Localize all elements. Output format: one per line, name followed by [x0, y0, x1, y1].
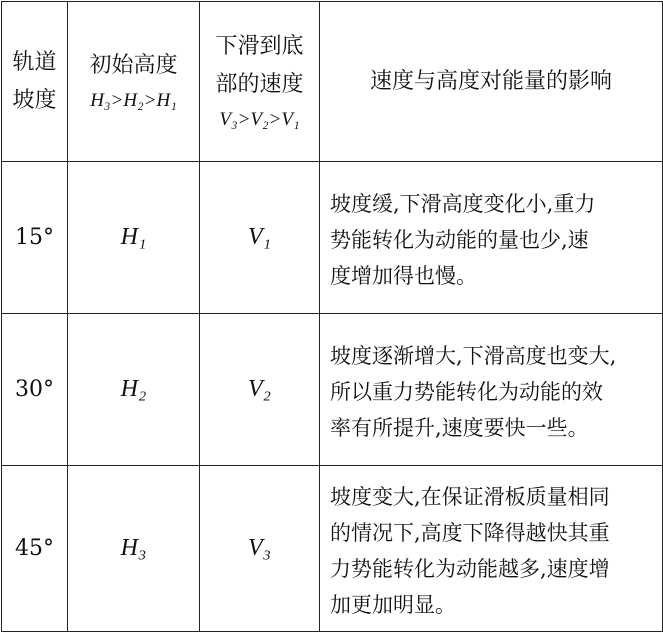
angle-cell: 15°: [2, 162, 68, 314]
table-row: [2, 162, 663, 314]
height-cell: H₃: [68, 466, 200, 632]
energy-table: [1, 1, 663, 632]
table-header-row: [2, 2, 663, 162]
header-bottom-speed: 下滑到底 部的速度 V₃>V₂>V₁: [200, 2, 320, 162]
effect-cell: 坡度变大,在保证滑板质量相同 的情况下,高度下降得越快其重 力势能转化为动能越多,速度增 加更加明显。: [320, 466, 663, 632]
speed-cell: V₂: [200, 314, 320, 466]
header-energy-effect: 速度与高度对能量的影响: [320, 2, 663, 162]
effect-cell: 坡度逐渐增大,下滑高度也变大, 所以重力势能转化为动能的效 率有所提升,速度要快一些。: [320, 314, 663, 466]
angle-cell: 45°: [2, 466, 68, 632]
speed-cell: V₃: [200, 466, 320, 632]
table-row: [2, 314, 663, 466]
table-row: [2, 466, 663, 632]
height-cell: H₂: [68, 314, 200, 466]
speed-cell: V₁: [200, 162, 320, 314]
angle-cell: 30°: [2, 314, 68, 466]
header-track-slope: 轨道 坡度: [2, 2, 68, 162]
effect-cell: 坡度缓,下滑高度变化小,重力 势能转化为动能的量也少,速 度增加得也慢。: [320, 162, 663, 314]
header-initial-height: 初始高度 H₃>H₂>H₁: [68, 2, 200, 162]
height-cell: H₁: [68, 162, 200, 314]
